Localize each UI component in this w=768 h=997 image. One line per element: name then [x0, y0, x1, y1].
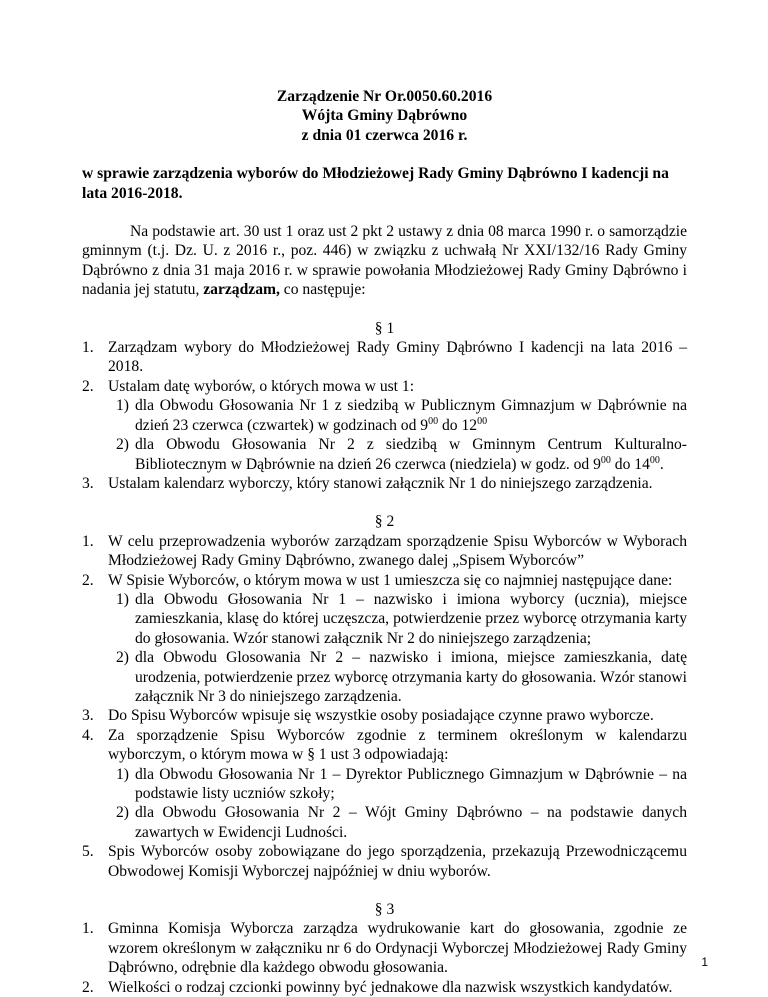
ordinance-subject: w sprawie zarządzenia wyborów do Młodzieżowej Rady Gminy Dąbrówno I kadencji na lata 2016-2018. — [82, 165, 669, 202]
list-item: 3. Do Spisu Wyborców wpisuje się wszystkie osoby posiadające czynne prawo wyborcze. — [82, 707, 654, 725]
sub-list-item: 1) dla Obwodu Głosowania Nr 1 – Dyrektor Publicznego Gimnazjum w Dąbrównie – na podstawie listy uczniów szkoły; — [116, 765, 687, 802]
section-title: § 2 — [374, 513, 395, 531]
sub-list-item: 2) dla Obwodu Głosowania Nr 2 – Wójt Gminy Dąbrówno – na podstawie danych zawartych w Ewidencji Ludności. — [116, 804, 687, 841]
ordinance-date: z dnia 01 czerwca 2016 r. — [301, 126, 468, 144]
document-page — [82, 87, 687, 997]
list-item: 5. Spis Wyborców osoby zobowiązane do jego sporządzenia, przekazują Przewodniczącemu Obwodowej Komisji Wyborczej najpóźniej w dniu wyborów. — [82, 843, 687, 880]
sub-list-item: 1) dla Obwodu Głosowania Nr 1 – nazwisko i imiona wyborcy (ucznia), miejsce zamieszkania, klasę do której uczęszcza, potwierdzenie przez wyborcę otrzymania karty do głosowania. Wzór stanowi załącznik Nr 2 do niniejszego zarządzenia; — [116, 590, 687, 647]
list-item: 2. Ustalam datę wyborów, o których mowa w ust 1: — [82, 377, 415, 395]
ordinance-number: Zarządzenie Nr Or.0050.60.2016 — [276, 88, 493, 105]
list-item: 3. Ustalam kalendarz wyborczy, który stanowi załącznik Nr 1 do niniejszego zarządzenia. — [82, 474, 653, 492]
issuer: Wójta Gminy Dąbrówno — [301, 107, 468, 125]
list-item: 4. Za sporządzenie Spisu Wyborców zgodnie z terminem określonym w kalendarzu wyborczym, o którym mowa w § 1 ust 3 odpowiadają: — [82, 726, 687, 764]
section-title: § 3 — [374, 901, 395, 919]
sub-list-item: 2) dla Obwodu Glosowania Nr 2 – nazwisko i imiona, miejsce zamieszkania, datę urodzenia, potwierdzenie przez wyborcę otrzymania karty do głosowania. Wzór stanowi załącznik Nr 3 do niniejszego zarządzenia. — [116, 649, 687, 705]
document-header — [82, 87, 687, 145]
section-title: § 1 — [374, 319, 395, 337]
list-item: 2. W Spisie Wyborców, o którym mowa w ust 1 umieszcza się co najmniej następujące dane: — [82, 571, 673, 589]
list-item: 1. Gminna Komisja Wyborcza zarządza wydrukowanie kart do głosowania, zgodnie ze wzorem określonym w załączniku nr 6 do Ordynacji Wyborczej Młodzieżowej Rady Gminy Dąbrówno, odrębnie dla każdego obwodu głosowania. — [82, 920, 687, 977]
page-number: 1 — [701, 955, 708, 969]
list-item: 1. W celu przeprowadzenia wyborów zarządzam sporządzenie Spisu Wyborców w Wyborach Młodzieżowej Rady Gminy Dąbrówno, zwanego dalej „Spisem Wyborców” — [82, 532, 687, 570]
intro-paragraph: Na podstawie art. 30 ust 1 oraz ust 2 pkt 2 ustawy z dnia 08 marca 1990 r. o samorządzie gminnym (t.j. Dz. U. z 2016 r., poz. 446) w związku z uchwałą Nr XXI/132/16 Rady Gminy Dąbrówno z dnia 31 maja 2016 r. w sprawie powołania Młodzieżowej Rady Gminy Dąbrówno i nadania jej statutu, zarządzam, co następuje: — [82, 223, 687, 299]
sub-list-item: 1) dla Obwodu Głosowania Nr 1 z siedzibą w Publicznym Gimnazjum w Dąbrównie na dzień 23 czerwca (czwartek) w godzinach od $9^{00}$ do $12^{00}$ — [116, 397, 687, 434]
list-item: 1. Zarządzam wybory do Młodzieżowej Rady Gminy Dąbrówno I kadencji na lata 2016 – 2018. — [82, 339, 687, 376]
sub-list-item: 2) dla Obwodu Głosowania Nr 2 z siedzibą w Gminnym Centrum Kulturalno-Bibliotecznym w Dąbrównie na dzień 26 czerwca (niedziela) w godz. od $9^{00}$ do $14^{00}$. — [116, 436, 687, 473]
list-item: 2. Wielkości o rodzaj czcionki powinny być jednakowe dla nazwisk wszystkich kandydatów. — [82, 978, 673, 996]
